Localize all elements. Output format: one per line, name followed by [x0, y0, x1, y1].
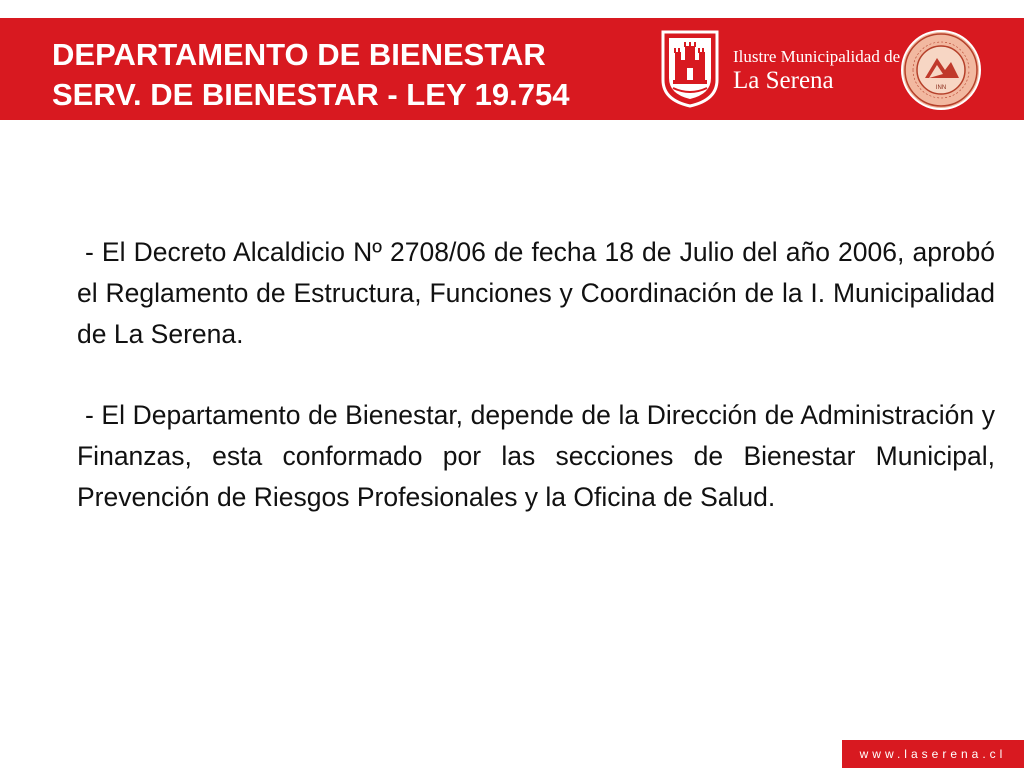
castle-shield-icon: [661, 30, 719, 108]
paragraph-decree: - El Decreto Alcaldicio Nº 2708/06 de fecha 18 de Julio del año 2006, aprobó el Reglamento de Estructura, Funciones y Coordinación de la I. Municipalidad de La Serena.: [77, 237, 995, 349]
body-text: [77, 232, 995, 518]
paragraph-department: - El Departamento de Bienestar, depende de la Dirección de Administración y Finanzas, esta conformado por las secciones de Bienestar Municipal, Prevención de Riesgos Profesionales y la Oficina de Salud.: [77, 400, 995, 512]
svg-text:INN: INN: [935, 85, 947, 91]
footer-bar: [842, 740, 1024, 768]
logo-line-1: Ilustre Municipalidad de: [733, 47, 901, 66]
municipality-logo-text: [733, 47, 900, 95]
title-line-2: SERV. DE BIENESTAR - LEY 19.754: [52, 77, 570, 112]
quality-certification-seal-icon: [899, 28, 983, 112]
page-title: [52, 35, 569, 115]
logo-line-2: La Serena: [733, 67, 834, 94]
title-line-1: DEPARTAMENTO DE BIENESTAR: [52, 37, 546, 72]
header-banner: [0, 18, 1024, 120]
website-url[interactable]: www.laserena.cl: [859, 747, 1007, 761]
